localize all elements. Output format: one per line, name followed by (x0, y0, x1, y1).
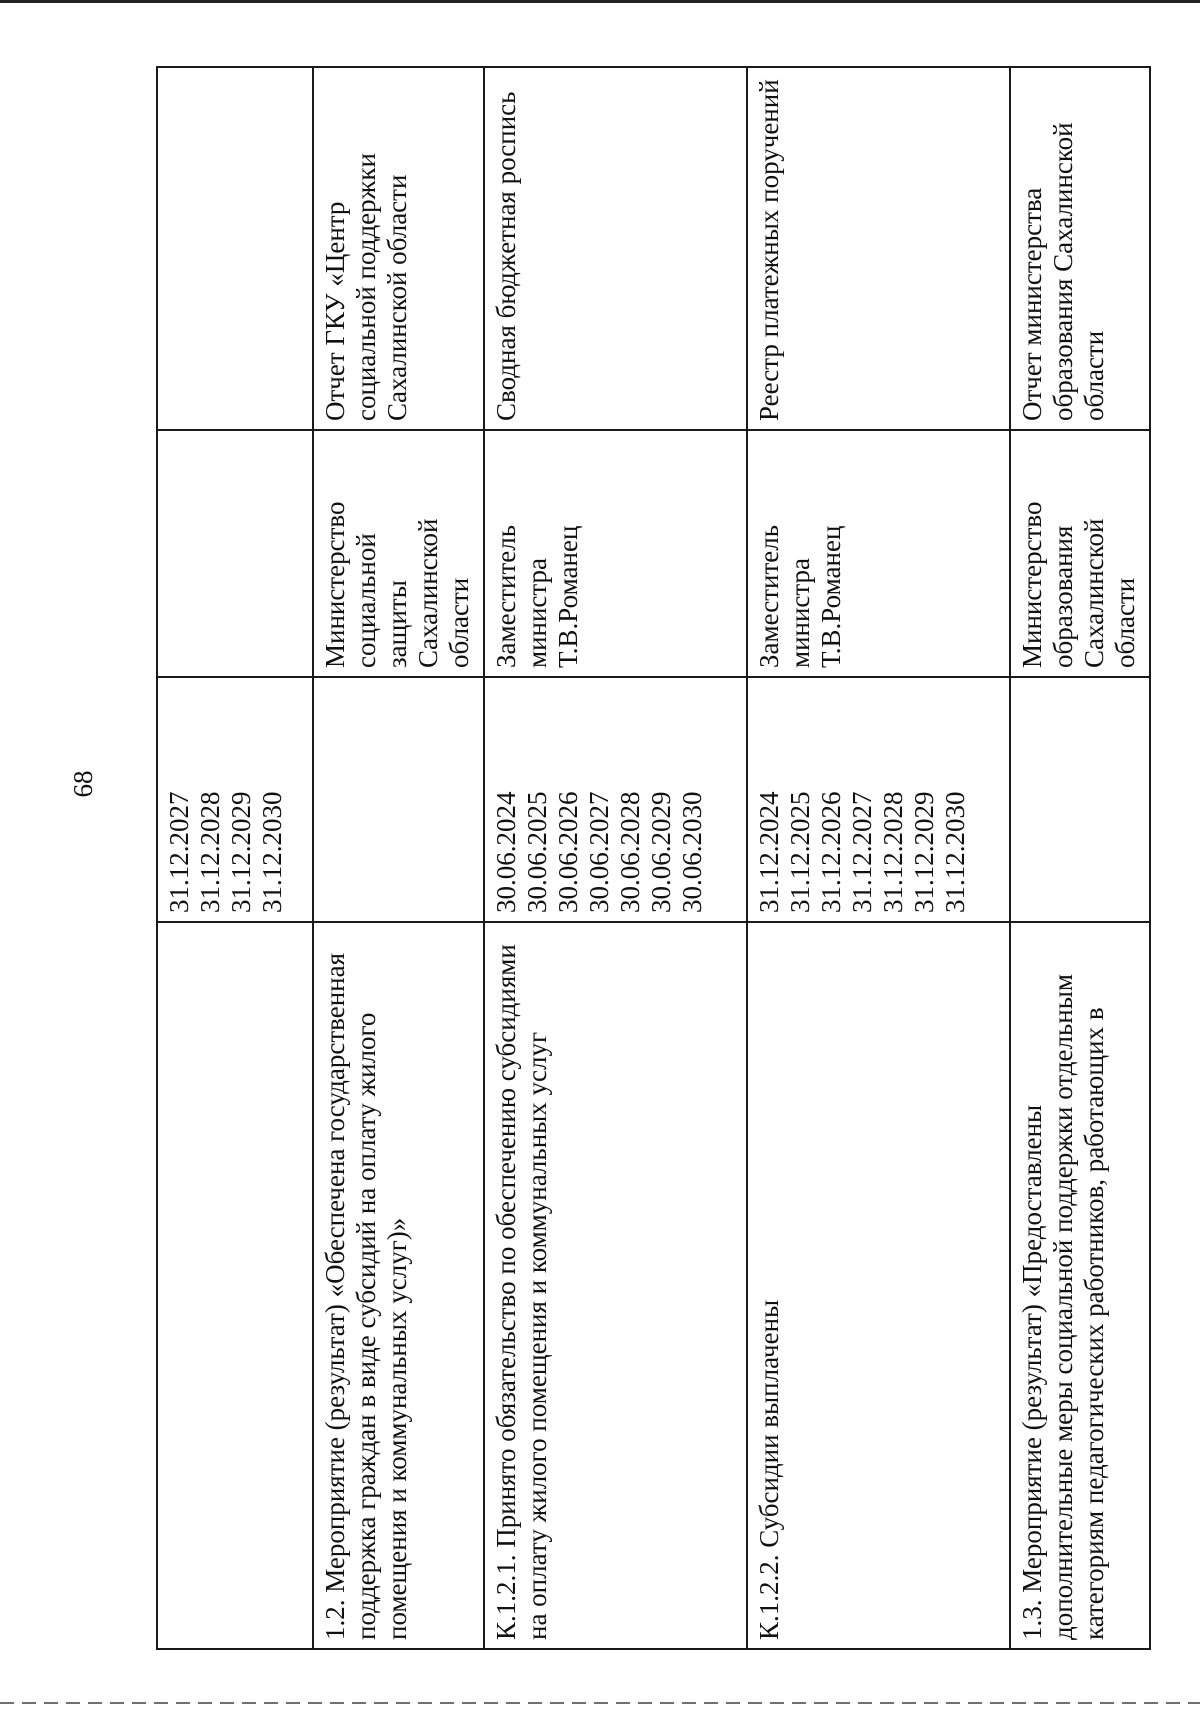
page-number: 68 (68, 770, 98, 798)
scan-edge-bottom (0, 1702, 1200, 1704)
dates-cell: 31.12.2024 31.12.2025 31.12.2026 31.12.2027 31.12.2028 31.12.2029 31.12.2030 (747, 677, 1010, 922)
responsible-cell: Заместитель министра Т.В.Романец (484, 430, 747, 677)
table-row (313, 67, 484, 1649)
table-row (747, 67, 1010, 1649)
dates-cell (1010, 677, 1150, 922)
table-row (157, 67, 313, 1649)
responsible-cell: Министерство образования Сахалинской области (1010, 430, 1150, 677)
activity-cell (157, 922, 313, 1649)
responsible-cell (157, 430, 313, 677)
document-cell (157, 67, 313, 430)
activity-cell: К.1.2.2. Субсидии выплачены (747, 922, 1010, 1649)
activity-cell: К.1.2.1. Принято обязательство по обеспечению субсидиями на оплату жилого помещения и коммунальных услуг (484, 922, 747, 1649)
dates-cell: 30.06.2024 30.06.2025 30.06.2026 30.06.2027 30.06.2028 30.06.2029 30.06.2030 (484, 677, 747, 922)
document-cell: Отчет ГКУ «Центр социальной поддержки Сахалинской области (313, 67, 484, 430)
document-cell: Отчет министерства образования Сахалинской области (1010, 67, 1150, 430)
responsible-cell: Министерство социальной защиты Сахалинской области (313, 430, 484, 677)
activity-cell: 1.2. Мероприятие (результат) «Обеспечена государственная поддержка граждан в виде субсидий на оплату жилого помещения и коммунальных услуг)» (313, 922, 484, 1649)
table-row (484, 67, 747, 1649)
responsible-cell: Заместитель министра Т.В.Романец (747, 430, 1010, 677)
dates-cell: 31.12.2027 31.12.2028 31.12.2029 31.12.2030 (157, 677, 313, 922)
dates-cell (313, 677, 484, 922)
document-cell: Реестр платежных поручений (747, 67, 1010, 430)
activity-cell: 1.3. Мероприятие (результат) «Предоставлены дополнительные меры социальной поддержки отдельным категориям педагогических работников, работающих в (1010, 922, 1150, 1649)
document-cell: Сводная бюджетная роспись (484, 67, 747, 430)
activities-table (156, 66, 1151, 1650)
table-row (1010, 67, 1150, 1649)
